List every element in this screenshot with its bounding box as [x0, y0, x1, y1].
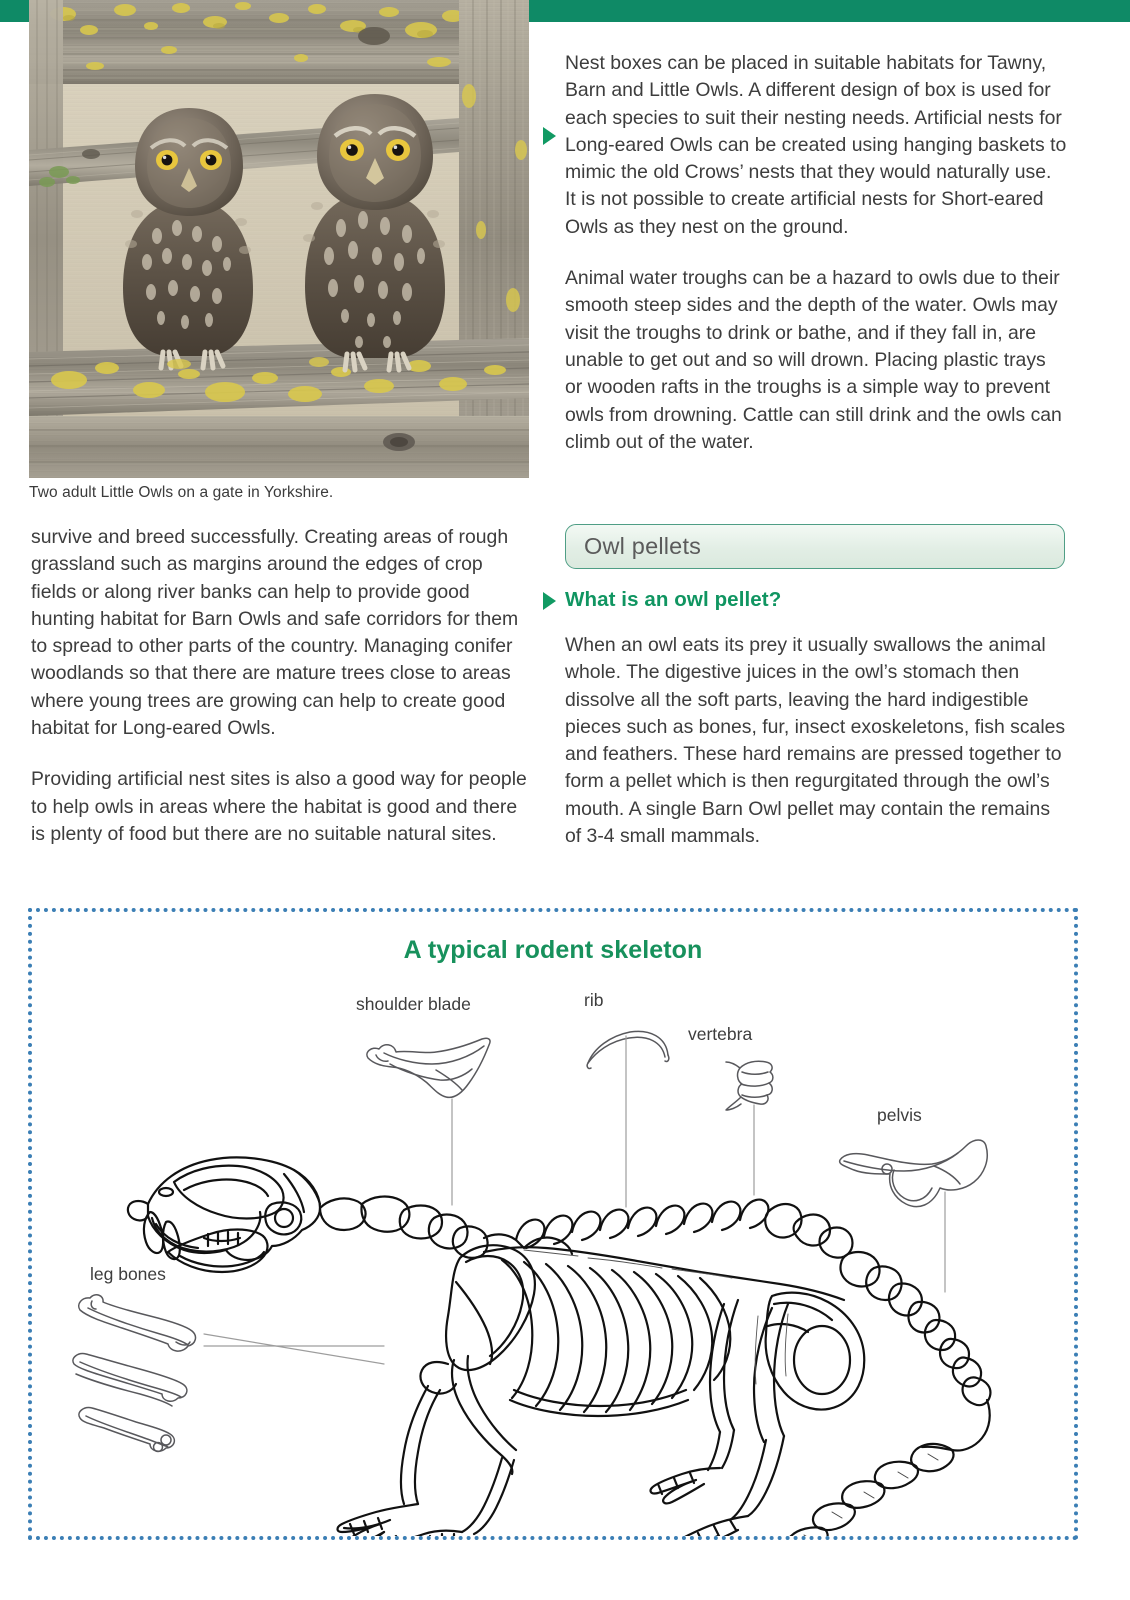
diagram-label-pelvis: pelvis	[877, 1105, 922, 1125]
owl-right	[303, 94, 445, 370]
left-column	[31, 524, 531, 848]
detail-leg-bones	[73, 1295, 196, 1452]
little-owls-photo	[29, 0, 529, 478]
right-paragraph-1: Nest boxes can be placed in suitable habitats for Tawny, Barn and Little Owls. A different design of box is used for each species to suit their nesting needs. Artificial nests for Long-eared Owls can be created using hanging baskets to mimic the old Crows’ nests that they would naturally use. It is not possible to create artificial nests for Short-eared Owls as they nest on the ground.	[565, 52, 1067, 238]
right-column-bottom	[565, 632, 1067, 850]
owl-pellet-paragraph: When an owl eats its prey it usually swallows the animal whole. The digestive juices in the owl’s stomach then dissolve all the soft parts, leaving the hard indigestible pieces such as bones, fur, insect exoskeletons, fish scales and feathers. These hard remains are pressed together to form a pellet which is then regurgitated through the owl’s mouth. A single Barn Owl pellet may contain the remains of 3-4 small mammals.	[565, 634, 1066, 848]
left-paragraph-2: Providing artificial nest sites is also a good way for people to help owls in areas where the habitat is good and there is plenty of food but there are no suitable natural sites.	[31, 768, 527, 845]
diagram-label-shoulder-blade: shoulder blade	[356, 994, 471, 1014]
diagram-label-leg-bones: leg bones	[90, 1264, 166, 1284]
detail-shoulder-blade	[367, 1038, 490, 1097]
owl-left	[123, 108, 253, 368]
owl-pellets-section-label: Owl pellets	[584, 533, 702, 559]
detail-vertebra-shape	[726, 1061, 773, 1110]
diagram-label-rib: rib	[584, 990, 604, 1010]
skeleton-body	[128, 1157, 991, 1536]
detail-pelvis	[840, 1140, 988, 1207]
diagram-title: A typical rodent skeleton	[403, 936, 703, 964]
photo-caption: Two adult Little Owls on a gate in Yorkshire.	[29, 484, 334, 501]
owl-pellet-subheading: What is an owl pellet?	[565, 588, 782, 611]
rodent-skeleton-illustration	[32, 912, 1074, 1536]
right-column-top	[565, 50, 1067, 456]
diagram-label-vertebra: vertebra	[688, 1024, 753, 1044]
little-owls-photo-illustration	[29, 0, 529, 478]
detail-rib	[587, 1031, 669, 1068]
left-paragraph-1: survive and breed successfully. Creating areas of rough grassland such as margins around the edges of crop fields or along river banks can help to provide good hunting habitat for Barn Owls and safe corridors for them to spread to other parts of the country. Managing conifer woodlands so that there are mature trees close to areas where young trees are growing can help to create good habitat for Long-eared Owls.	[31, 526, 519, 740]
triangle-bullet-icon	[543, 127, 556, 145]
right-paragraph-2: Animal water troughs can be a hazard to owls due to their smooth steep sides and the depth of the water. Owls may visit the troughs to drink or bathe, and if they fall in, are unable to get out and so will drown. Placing plastic trays or wooden rafts in the troughs is a simple way to prevent owls from drowning. Cattle can still drink and the owls can climb out of the water.	[565, 267, 1062, 453]
leader-line-leg-bones-a	[204, 1334, 384, 1364]
rodent-skeleton-diagram	[28, 908, 1078, 1540]
owl-pellets-section-box	[565, 524, 1065, 569]
triangle-bullet-icon-subheading	[543, 592, 556, 610]
